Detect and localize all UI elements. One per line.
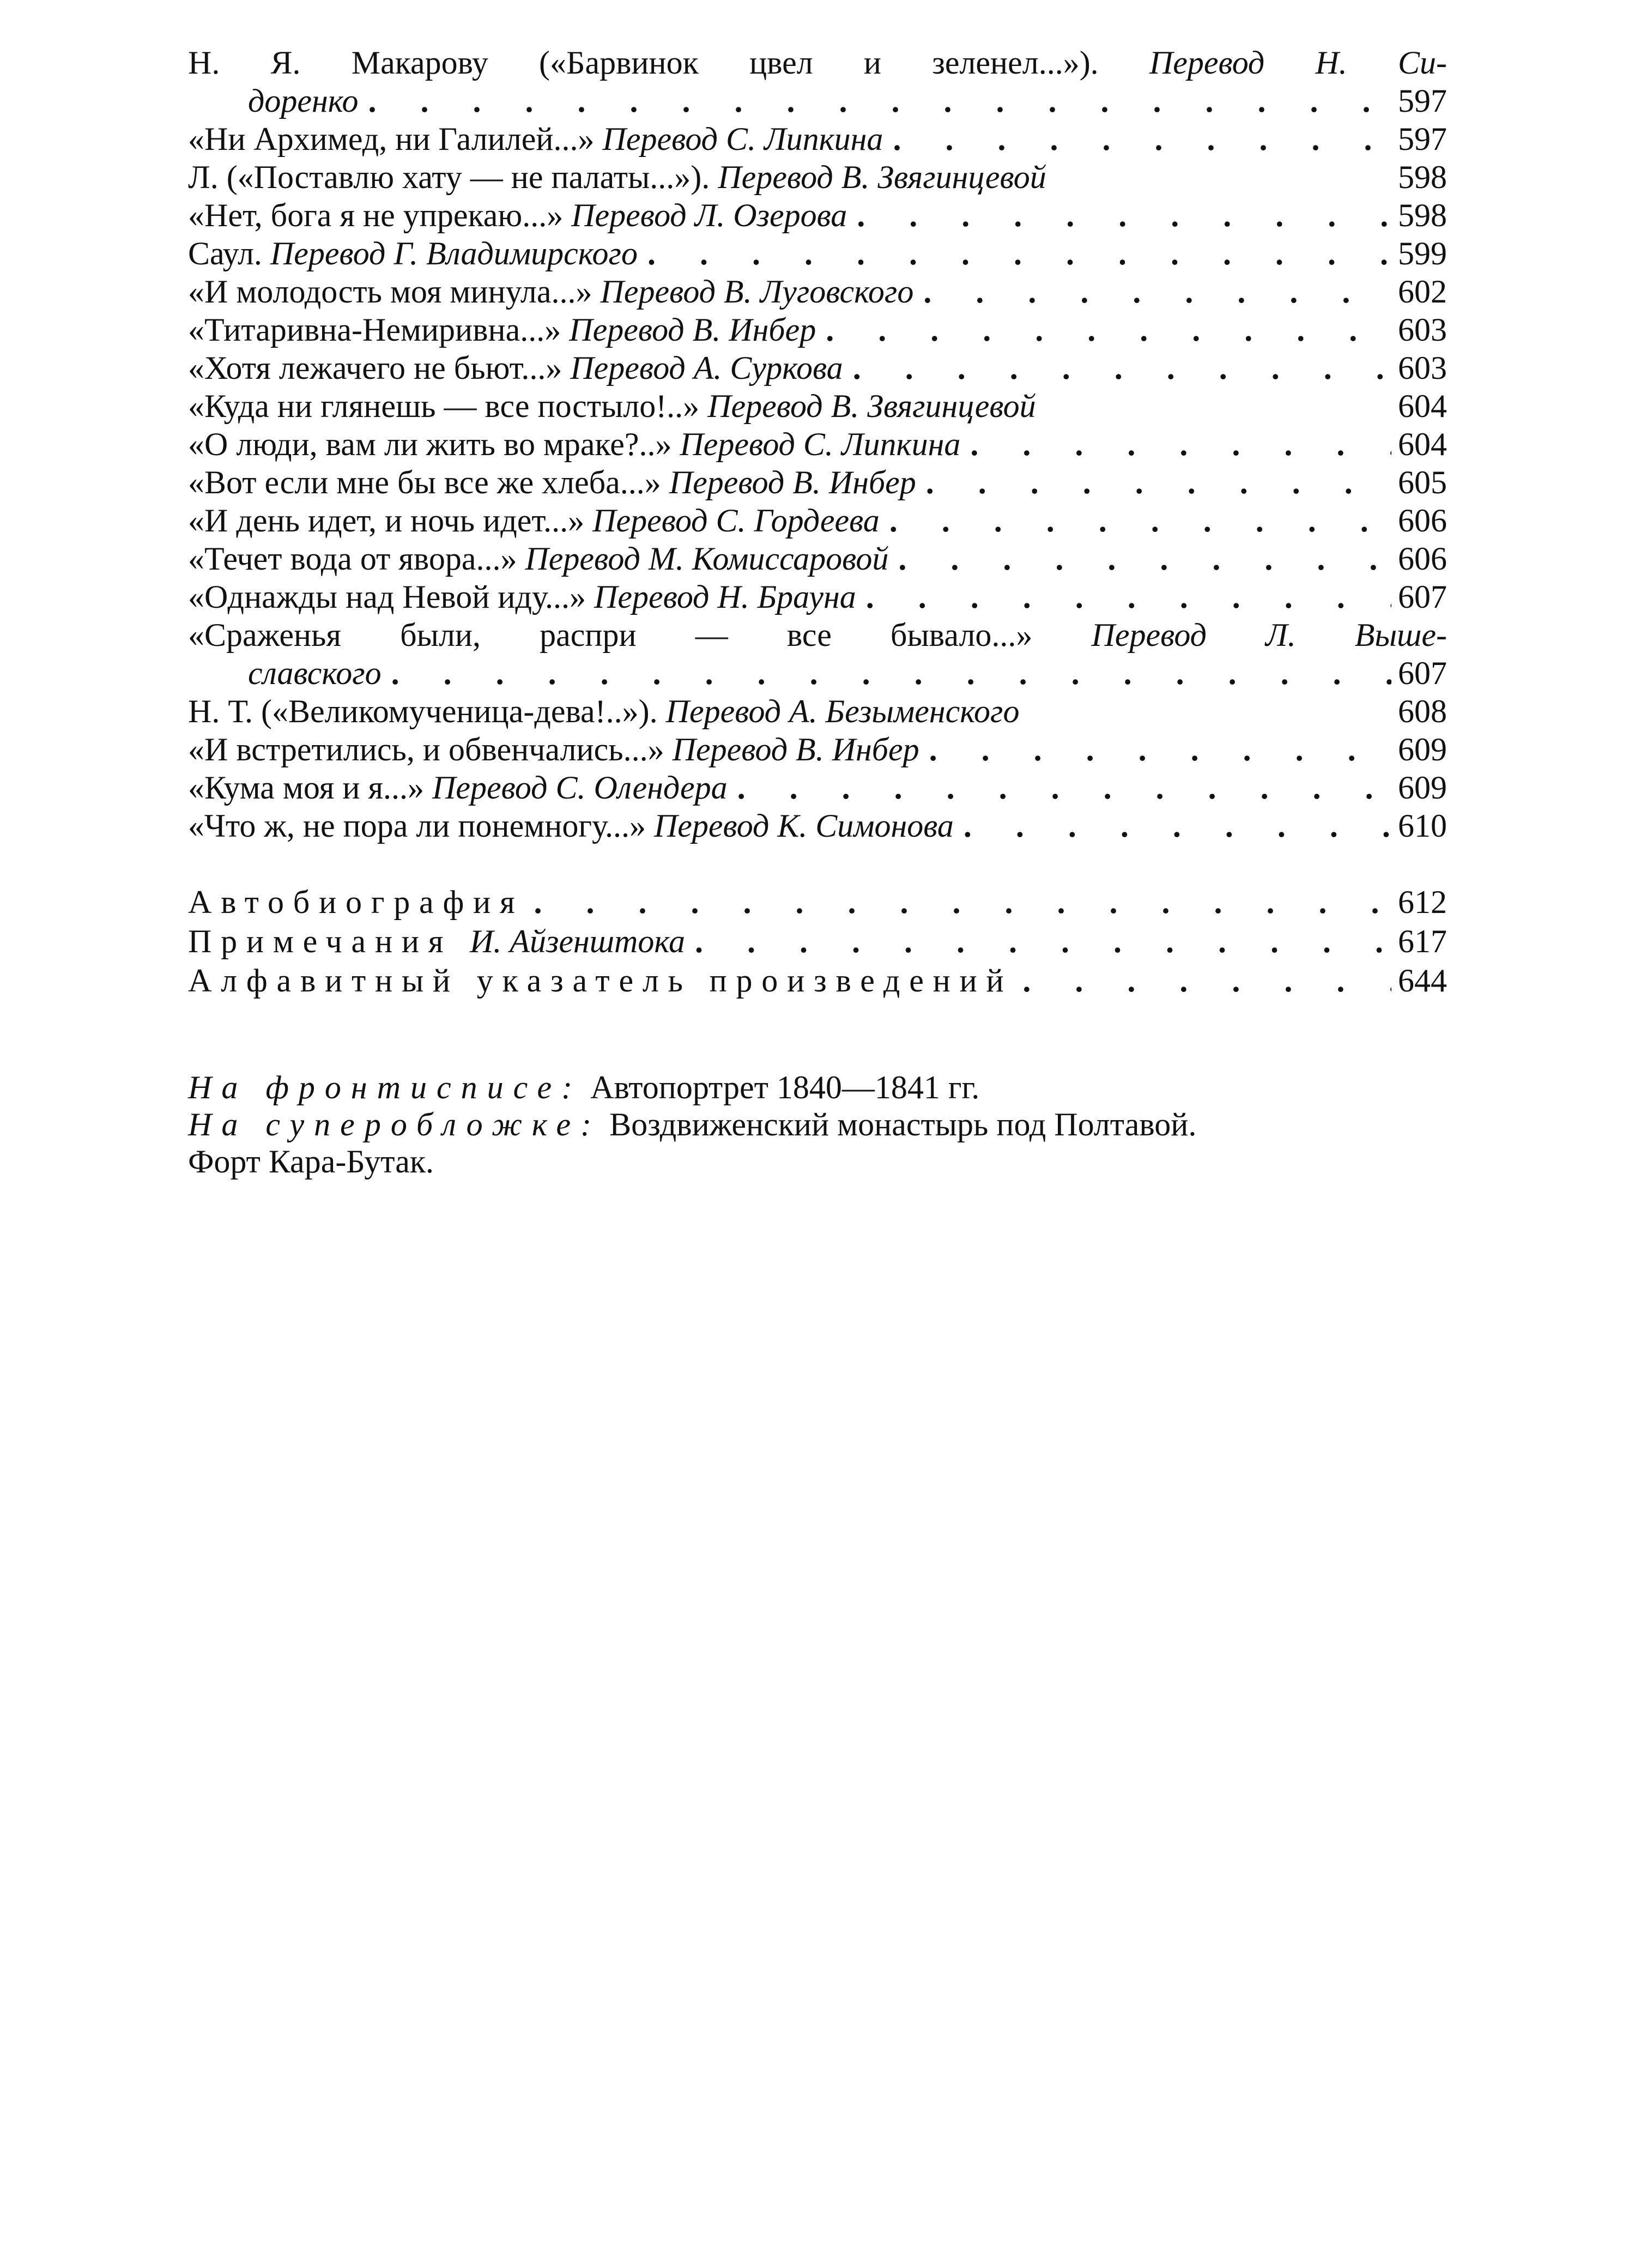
section-title: Примечания [188,923,470,959]
entry-title: «Сраженья были, распри — все бывало...» [188,617,1092,653]
leader-dots [856,578,1391,616]
leader-dots [913,273,1391,311]
entry-page: 604 [1398,388,1447,424]
entry-title: «Вот если мне бы все же хлеба...» [188,464,669,500]
cover-note [188,1106,1447,1143]
entry-title: «Куда ни глянешь — все постыло!..» [188,388,708,424]
cover-text: Воздвиженский монастырь под Полтавой. [601,1106,1197,1142]
entry-page: 608 [1398,693,1447,729]
entry-title: Л. («Поставлю хату — не палаты...»). [188,159,718,195]
toc-entry [188,769,1447,807]
toc-entry [188,120,1447,158]
entry-title: Н. Т. («Великомученица-дева!..»). [188,693,666,729]
entry-page: 597 [1398,83,1447,119]
entry-page: 599 [1398,235,1447,271]
entry-translator: Перевод С. Гордеева [592,503,880,539]
entry-translator: Перевод В. Инбер [672,731,919,767]
entry-page: 609 [1398,770,1447,806]
entry-translator: Перевод В. Инбер [569,312,816,348]
entry-translator: Перевод А. Суркова [570,350,843,386]
entry-translator-cont: доренко [248,83,359,119]
entry-translator: Перевод В. Звягинцевой [707,388,1036,424]
entry-page: 603 [1398,312,1447,348]
toc-entry [188,730,1447,769]
toc-entry [188,44,1447,120]
entry-page: 610 [1398,808,1447,844]
entry-translator: Перевод Л. Озерова [571,197,847,233]
leader-dots [880,501,1391,540]
leader-dots [524,883,1391,921]
leader-dots [916,463,1391,501]
entry-title: «Кума моя и я...» [188,770,433,806]
entry-page: 607 [1398,655,1447,691]
entry-page: 603 [1398,350,1447,386]
entry-title: «И встретились, и обвенчались...» [188,731,673,767]
toc-entry [188,616,1447,692]
leader-dots [638,234,1391,273]
toc-entry [188,311,1447,349]
cover-text-2: Форт Кара-Бутак. [188,1144,434,1180]
leader-dots [919,730,1391,769]
toc-entry [188,540,1447,578]
entry-title: Н. Я. Макарову («Барвинок цвел и зеленел...»). [188,45,1149,81]
entry-title: «Хотя лежачего не бьют...» [188,350,571,386]
table-of-contents [188,44,1447,1180]
section-page: 644 [1398,963,1447,999]
entry-title: «Нет, бога я не упрекаю...» [188,197,572,233]
leader-dots [847,196,1391,234]
section-entry [188,961,1447,1001]
toc-entry [188,158,1447,196]
toc-entry [188,463,1447,501]
section-title: Автобиография [188,884,524,920]
entry-title: «И день идет, и ночь идет...» [188,503,593,539]
entry-translator-cont: славского [248,655,382,691]
entry-page: 606 [1398,503,1447,539]
section-entry [188,922,1447,961]
toc-sections [188,883,1447,1001]
entry-title: Саул. [188,235,270,271]
entry-page: 605 [1398,464,1447,500]
entry-translator: Перевод С. Липкина [602,121,883,157]
entry-page: 607 [1398,579,1447,615]
leader-dots [382,654,1391,692]
entry-page: 597 [1398,121,1447,157]
frontispiece-note [188,1069,1447,1106]
entry-translator: Перевод В. Луговского [600,274,914,310]
entry-page: 604 [1398,426,1447,462]
toc-entry [188,196,1447,234]
section-author: И. Айзенштока [469,923,685,959]
entry-translator: Перевод М. Комиссаровой [525,541,889,577]
entry-translator: Перевод С. Липкина [680,426,961,462]
toc-entry [188,387,1447,425]
entry-page: 602 [1398,274,1447,310]
entry-translator: Перевод Н. Си- [1149,45,1447,81]
leader-dots [359,82,1391,120]
entry-page: 606 [1398,541,1447,577]
entry-page: 598 [1398,159,1447,195]
toc-entry [188,578,1447,616]
entry-translator: Перевод С. Олендера [432,770,728,806]
section-page: 617 [1398,923,1447,959]
leader-dots [843,349,1391,387]
toc-entry [188,273,1447,311]
leader-dots [728,769,1391,807]
entry-page: 609 [1398,731,1447,767]
section-entry [188,883,1447,922]
entry-title: «Что ж, не пора ли понемногу...» [188,808,654,844]
entry-translator: Перевод Г. Владимирского [270,235,638,271]
frontispiece-text: Автопортрет 1840—1841 гг. [582,1069,980,1105]
entry-title: «О люди, вам ли жить во мраке?..» [188,426,680,462]
leader-dots [685,922,1391,960]
illustration-notes [188,1069,1447,1180]
section-title: Алфавитный указатель произведений [188,963,1013,999]
toc-entry [188,349,1447,387]
leader-dots [883,120,1391,158]
toc-entry [188,692,1447,730]
entry-translator: Перевод В. Инбер [669,464,916,500]
entry-translator: Перевод Н. Брауна [594,579,856,615]
entry-title: «Однажды над Невой иду...» [188,579,594,615]
entry-translator: Перевод А. Безыменского [665,693,1020,729]
section-page: 612 [1398,884,1447,920]
leader-dots [960,425,1391,463]
entry-translator: Перевод К. Симонова [653,808,954,844]
entry-title: «Течет вода от явора...» [188,541,525,577]
toc-entry [188,425,1447,463]
leader-dots [954,807,1391,845]
entry-page: 598 [1398,197,1447,233]
leader-dots [1013,961,1391,1000]
toc-entry [188,234,1447,273]
entry-title: «И молодость моя минула...» [188,274,601,310]
entry-title: «Ни Архимед, ни Галилей...» [188,121,603,157]
toc-entry [188,501,1447,540]
cover-note-cont [188,1143,1447,1180]
entry-translator: Перевод В. Звягинцевой [718,159,1046,195]
leader-dots [888,540,1391,578]
leader-dots [816,311,1391,349]
entry-title: «Титаривна-Немиривна...» [188,312,570,348]
toc-entry [188,807,1447,845]
cover-label: На суперобложке: [188,1106,602,1142]
frontispiece-label: На фронтисписе: [188,1069,583,1105]
entry-translator: Перевод Л. Выше- [1091,617,1447,653]
